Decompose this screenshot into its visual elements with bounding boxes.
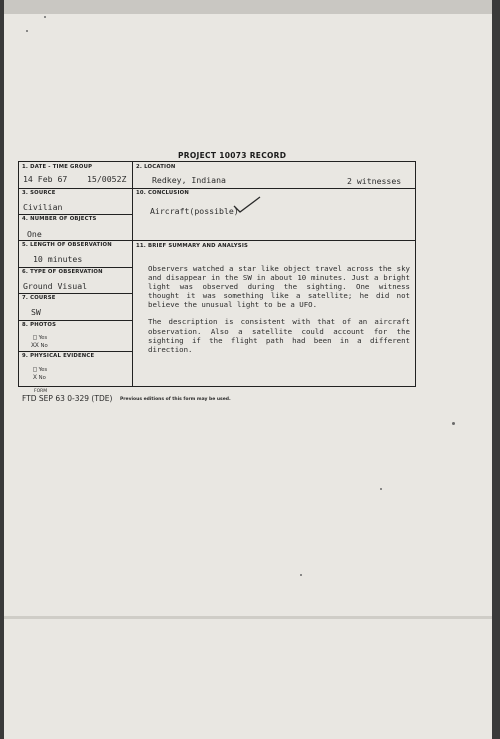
photos-no-option (31, 341, 48, 349)
evidence-no-option (33, 373, 46, 381)
evidence-yes-box: □ (33, 365, 37, 373)
course-label: 7. COURSE (22, 295, 56, 301)
scan-speck (26, 30, 28, 32)
photos-yes-label: Yes (38, 335, 48, 341)
objects-label: 4. NUMBER OF OBJECTS (22, 216, 97, 222)
checkmark-icon (232, 195, 262, 215)
photos-label: 8. PHOTOS (22, 322, 57, 328)
objects-value: One (27, 229, 42, 239)
obs-type-value: Ground Visual (23, 281, 88, 291)
scan-speck (380, 488, 382, 490)
footer-form-label: FORM (34, 389, 48, 394)
conclusion-label: 10. CONCLUSION (136, 190, 189, 196)
time-value: 15/0052Z (87, 174, 127, 184)
form-title: PROJECT 10073 RECORD (178, 151, 287, 160)
photos-yes-box: □ (33, 333, 37, 341)
evidence-label: 9. PHYSICAL EVIDENCE (22, 353, 95, 359)
row-divider (19, 320, 132, 321)
evidence-yes-label: Yes (38, 367, 48, 373)
scan-speck (300, 574, 302, 576)
photos-no-label: No (40, 343, 48, 349)
evidence-no-label: No (38, 375, 46, 381)
page-fold-line (4, 616, 492, 619)
row-divider (19, 293, 132, 294)
obs-type-label: 6. TYPE OF OBSERVATION (22, 269, 103, 275)
conclusion-value: Aircraft(possible) (150, 206, 239, 216)
row-divider (19, 188, 415, 189)
photos-yes-option (33, 333, 47, 341)
summary-text (148, 264, 410, 354)
source-value: Civilian (23, 202, 63, 212)
column-divider (132, 162, 133, 386)
length-label: 5. LENGTH OF OBSERVATION (22, 242, 112, 248)
location-value: Redkey, Indiana (152, 175, 226, 185)
row-divider (19, 351, 132, 352)
row-divider (19, 214, 132, 215)
row-divider (19, 240, 415, 241)
summary-paragraph-2: The description is consistent with that of an aircraft observation. Also a satellite could account for the sighting if the flight path had been in a different direction. (148, 317, 410, 354)
evidence-yes-option (33, 365, 47, 373)
date-time-label: 1. DATE - TIME GROUP (22, 164, 93, 170)
summary-label: 11. BRIEF SUMMARY AND ANALYSIS (136, 243, 249, 249)
photos-no-mark: XX (31, 341, 39, 349)
scan-top-band (4, 0, 492, 14)
location-label: 2. LOCATION (136, 164, 176, 170)
length-value: 10 minutes (33, 254, 83, 264)
footer-note: Previous editions of this form may be used. (120, 397, 231, 402)
footer-form-number: FTD SEP 63 0-329 (TDE) (22, 394, 113, 403)
course-value: SW (31, 307, 41, 317)
summary-paragraph-1: Observers watched a star like object travel across the sky and disappear in the SW in about 10 minutes. Just a bright light was observed during the sighting. One witness thought it was something like a satellite; he did not believe the unusual light to be a UFO. (148, 264, 410, 310)
scan-speck (44, 16, 46, 18)
date-value: 14 Feb 67 (23, 174, 68, 184)
scan-speck (452, 422, 455, 425)
evidence-no-mark: X (33, 373, 37, 381)
witnesses-value: 2 witnesses (347, 176, 402, 186)
row-divider (19, 267, 132, 268)
source-label: 3. SOURCE (22, 190, 56, 196)
